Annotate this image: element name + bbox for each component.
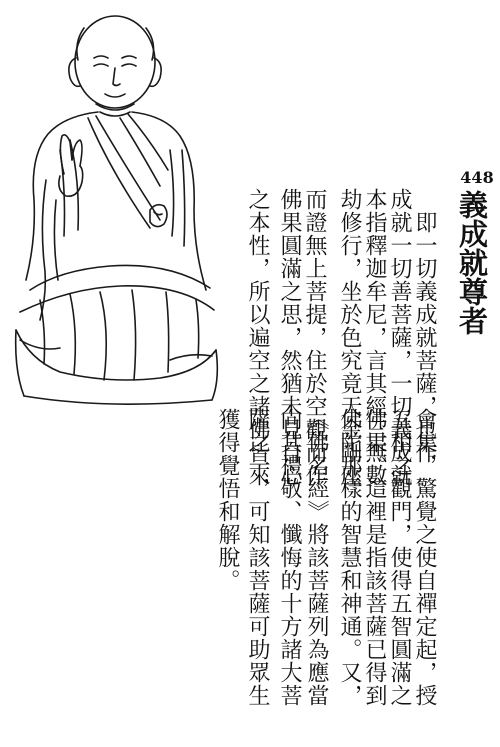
body-column: 本指釋迦牟尼，言其經三無數 <box>362 188 387 487</box>
body-column: 佛果。這裡是指該菩薩已得到 <box>362 408 387 707</box>
body-column: 佛果圓滿之思，然猶未見自心 <box>277 188 302 487</box>
body-column: 成就一切善菩薩，一切義成就 <box>387 188 412 487</box>
body-column: 而證無上菩提，住於空觀而作 <box>302 188 327 487</box>
body-column: 會集，驚覺之使自禪定起，授 <box>412 408 437 707</box>
entry-number: 448 <box>460 168 494 187</box>
body-column: 《佛名經》將該菩薩列為應當 <box>304 408 329 707</box>
entry-title: 義成就尊者 <box>455 190 489 335</box>
body-column: 薩之一，可知該菩薩可助眾生 <box>245 408 270 707</box>
body-column: 獲得覺悟和解脫。 <box>215 408 240 592</box>
seated-monk-figure-icon <box>0 0 240 420</box>
body-column: 向其禮敬、懺悔的十方諸大菩 <box>277 408 302 707</box>
body-column: 五相之觀門，使得五智圓滿之 <box>387 408 412 707</box>
body-column: 即一切義成就菩薩，也作 <box>412 188 437 464</box>
body-column: 劫修行，坐於色究竟天金剛座 <box>337 188 362 487</box>
body-column: 佛陀那樣的智慧和神通。又， <box>337 408 362 707</box>
body-column: 之本性，所以遍空之諸佛皆來 <box>245 188 270 487</box>
